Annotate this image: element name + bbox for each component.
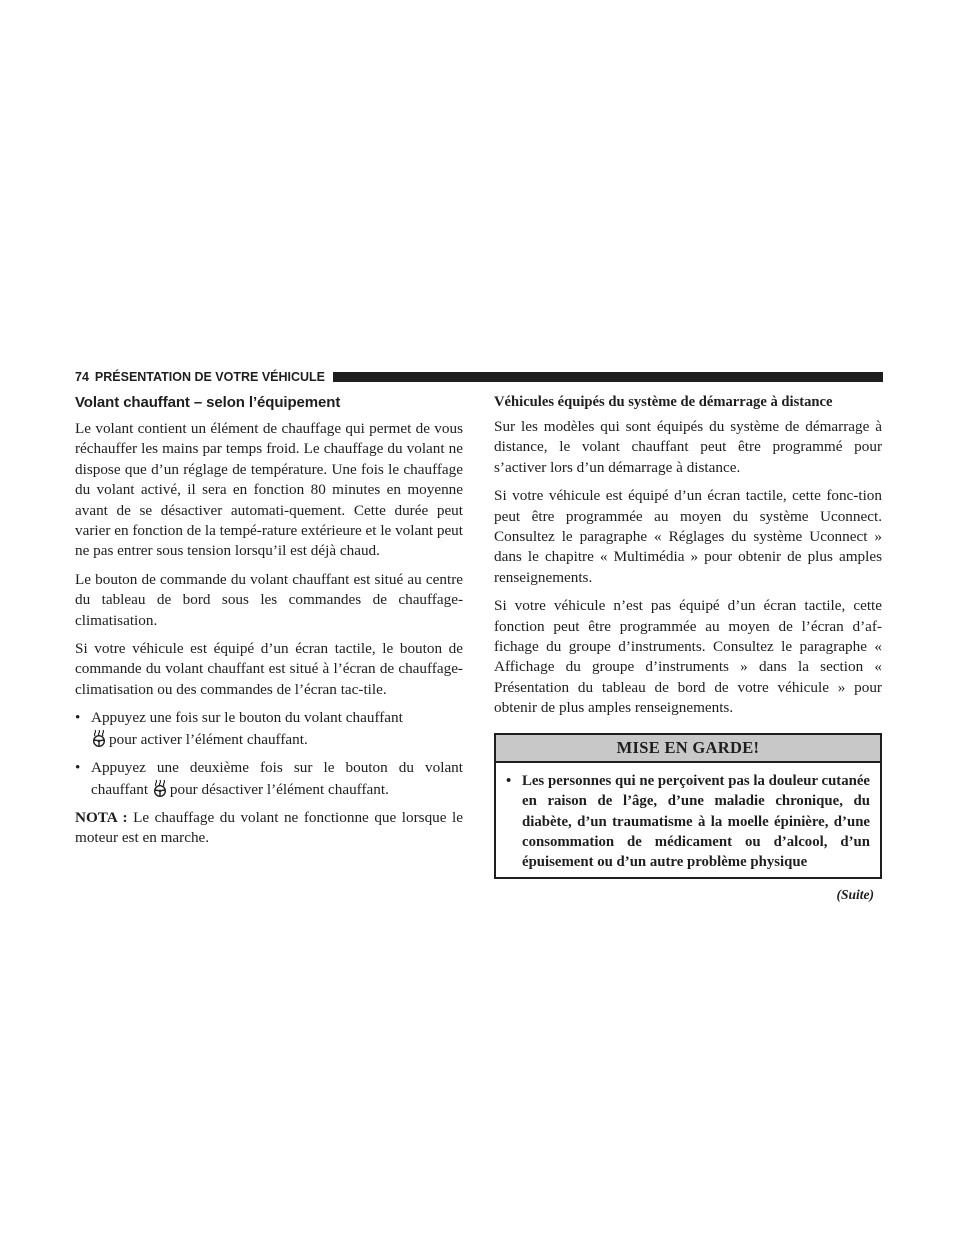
bullet-dot: • [75,759,81,777]
warning-title: MISE EN GARDE! [496,735,880,763]
header-rule [333,372,883,382]
bullet-dot: • [506,772,512,789]
bullet-text: Appuyez une fois sur le bouton du volant chauffant [91,709,403,727]
warning-text: Les personnes qui ne perçoivent pas la douleur cutanée en raison de l’âge, d’une maladie chronique, du diabète, d’un traumatisme à la moelle épinière, d’une consommation de médicament ou d’alcool, d’un épuisement ou d’un autre problème physique [522,772,870,871]
subsection-heading: Véhicules équipés du système de démarrage à distance [494,394,833,410]
note-paragraph [75,808,463,849]
bullet-text: pour activer l’élément chauffant. [109,730,308,748]
warning-box [494,733,882,879]
paragraph: Le bouton de commande du volant chauffant est situé au centre du tableau de bord sous les commandes de chauffage-climatisation. [75,570,463,629]
bullet-text: pour désactiver l’élément chauffant. [169,780,389,798]
heated-steering-wheel-icon [152,779,168,797]
heated-steering-wheel-icon [91,729,107,747]
paragraph: Si votre véhicule est équipé d’un écran tactile, cette fonc-tion peut être programmée au moyen du système Uconnect. Consultez le paragraphe « Réglages du système Uconnect » dans le chapitre « Multimédia » pour obtenir de plus amples renseignements. [494,487,882,586]
right-column [494,394,882,903]
paragraph: Sur les modèles qui sont équipés du système de démarrage à distance, le volant chauffant peut être programmé pour s’activer lors d’un démarrage à distance. [494,418,882,476]
note-label: NOTA : [75,808,128,826]
warning-item [506,771,870,873]
continued-label: (Suite) [836,886,874,902]
paragraph: Le volant contient un élément de chauffage qui permet de vous réchauffer les mains par temps froid. Le chauffage du volant ne dispose que d’un réglage de température. Une fois le chauffage du volant activé, il sera en fonction 80 minutes en moyenne avant de se désactiver automati-quement. Cette durée peut varier en fonction de la tempé-rature extérieure et le volant peut ne pas entrer sous tension lorsqu’il est déjà chaud. [75,420,463,560]
bullet-text: Appuyez une deuxième fois sur le bouton du volant chauffant [91,759,463,798]
section-title: PRÉSENTATION DE VOTRE VÉHICULE [94,370,326,384]
paragraph: Si votre véhicule n’est pas équipé d’un écran tactile, cette fonction peut être programmée au moyen de l’écran d’af-fichage du groupe d’instruments. Consultez le paragraphe « Affichage du groupe d’instruments » dans la section « Présentation du tableau de bord de votre véhicule » pour obtenir de plus amples renseignements. [494,597,882,717]
running-header [75,370,883,384]
list-item [75,758,463,800]
page-number: 74 [75,370,89,384]
note-text: Le chauffage du volant ne fonctionne que lorsque le moteur est en marche. [75,808,463,847]
bullet-line [91,729,463,750]
paragraph: Si votre véhicule est équipé d’un écran tactile, le bouton de commande du volant chauffant est situé à l’écran de chauffage-climatisation ou des commandes de l’écran tac-tile. [75,640,463,698]
header-text [75,370,325,384]
bullet-dot: • [75,709,81,727]
left-column [75,394,463,857]
section-heading: Volant chauffant – selon l’équipement [75,394,341,411]
warning-body [496,763,880,877]
list-item [75,708,463,750]
